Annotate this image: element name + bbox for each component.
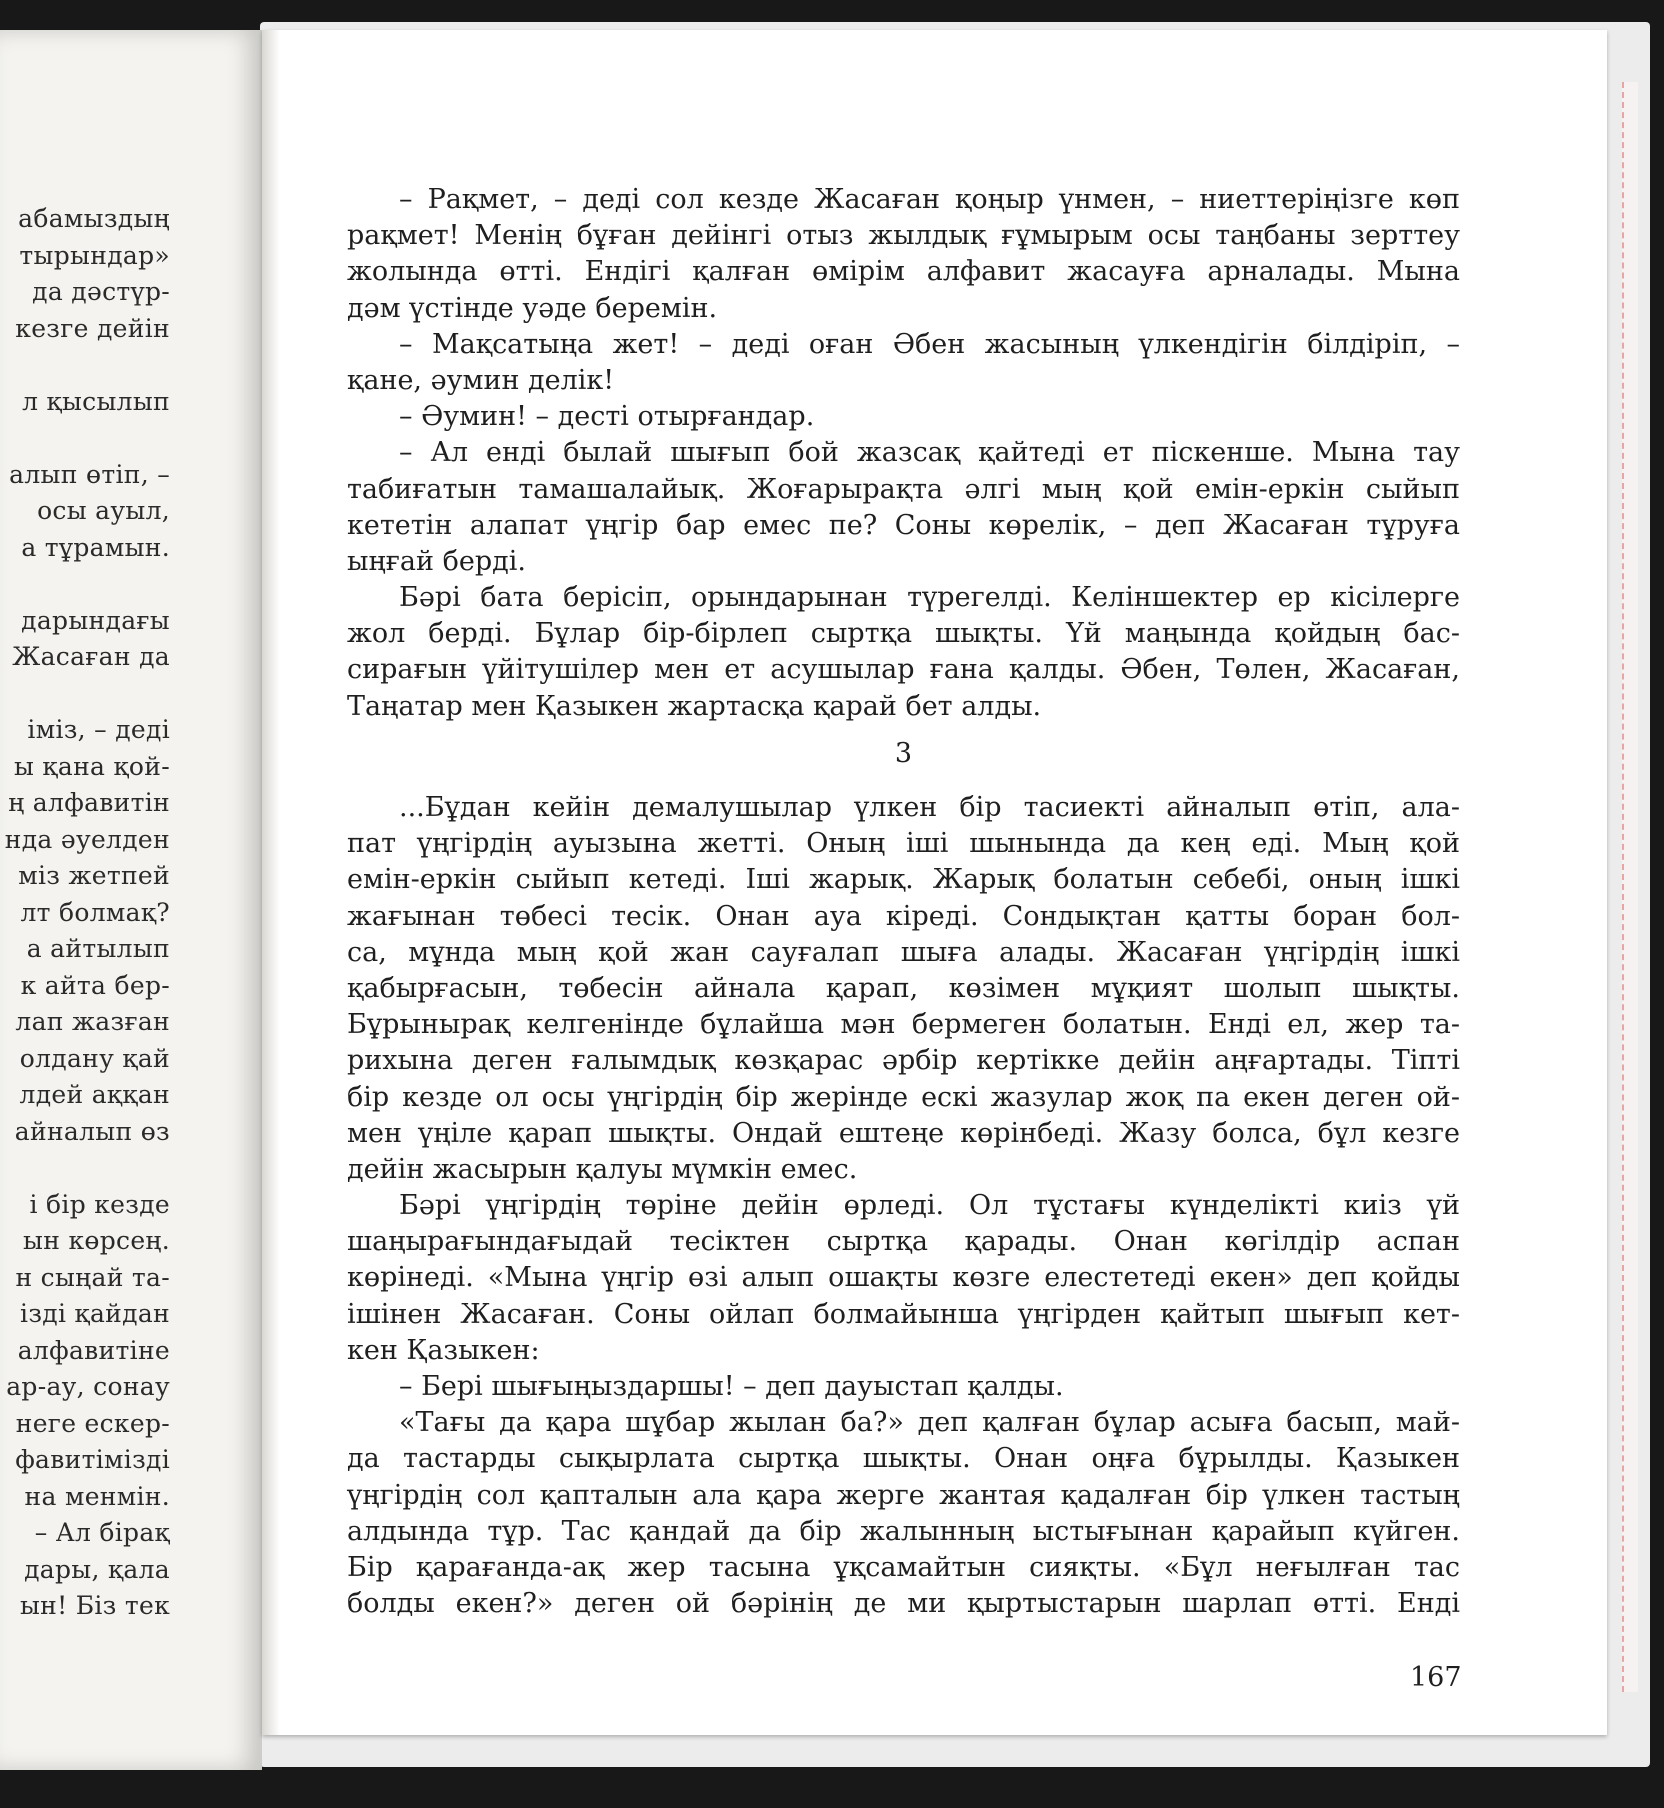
text-line: кететін алапат үңгір бар емес пе? Соны көрелік, – деп Жасаған тұруға <box>347 509 1460 541</box>
text-line: «Тағы да қара шұбар жылан ба?» деп қалған бұлар асыға басып, май- <box>399 1407 1460 1439</box>
previous-page-line: да дәстүр- <box>32 277 170 306</box>
previous-page-line: неге ескер- <box>15 1408 170 1438</box>
text-line: рихына деген ғалымдық көзқарас әрбір кертікке дейін аңғартады. Тіпті <box>347 1045 1460 1077</box>
previous-page-line: і бір кезде <box>29 1189 170 1219</box>
text-line: көрінеді. «Мына үңгір өзі алып ошақты көзге елестетеді екен» деп қойды <box>347 1262 1460 1294</box>
page-body <box>347 182 1460 1622</box>
text-line: жолында өтті. Ендігі қалған өмірім алфавит жасауға арналады. Мына <box>347 256 1460 288</box>
text-line: шаңырағындағыдай тесіктен сыртқа қарады. Онан көгілдір аспан <box>347 1226 1460 1258</box>
text-line: болды екен?» деген ой бәрінің де ми қыртыстарын шарлап өтті. Енді <box>347 1588 1460 1620</box>
previous-page-line <box>5 420 170 457</box>
text-line: ...Бұдан кейін демалушылар үлкен бір тасиекті айналып өтіп, ала- <box>399 792 1460 823</box>
text-line: алдында тұр. Тас қандай да бір жалынның ыстығынан қарайып күйген. <box>347 1515 1460 1547</box>
previous-page-line: нда әуелден <box>4 824 170 854</box>
text-line: бір кезде ол осы үңгірдің бір жерінде ескі жазулар жоқ па екен деген ой- <box>347 1081 1460 1113</box>
previous-page-line: н сыңай та- <box>15 1262 170 1292</box>
previous-page-line: олдану қай <box>19 1043 170 1073</box>
previous-page-line: алып өтіп, – <box>9 459 170 489</box>
previous-page-line: іміз, – деді <box>27 715 170 744</box>
previous-page-line: ар-ау, сонау <box>6 1372 170 1401</box>
previous-page-line: ң алфавитін <box>8 788 170 817</box>
previous-page-line: дары, қала <box>24 1554 170 1584</box>
previous-page-line: лап жазған <box>15 1007 170 1036</box>
text-line: емін-еркін сыйып кетеді. Іші жарық. Жарық болатын себебі, оның ішкі <box>347 864 1460 896</box>
previous-page-line: лдей аққан <box>19 1080 170 1109</box>
previous-page-text <box>5 201 170 1625</box>
chapter-number: 3 <box>894 737 913 769</box>
text-line: са, мұнда мың қой жан сауғалап шыға алады. Жасаған үңгірдің ішкі <box>347 936 1460 968</box>
previous-page-line <box>5 347 170 384</box>
previous-page-line: ізді қайдан <box>20 1299 170 1328</box>
page-number: 167 <box>1410 1662 1462 1693</box>
previous-page-line: Жасаған да <box>12 642 170 671</box>
page-edge <box>1622 82 1638 1692</box>
text-line: сирағын үйітушілер мен ет асушылар ғана қалды. Әбен, Төлен, Жасаған, <box>347 654 1460 686</box>
text-line: ішінен Жасаған. Соны ойлап болмайынша үңгірден қайтып шығып кет- <box>347 1298 1460 1330</box>
text-line: қане, әумин делік! <box>347 364 615 396</box>
previous-page-line <box>5 1150 170 1187</box>
previous-page-line <box>5 676 170 713</box>
previous-page <box>0 30 262 1770</box>
text-line: жағынан төбесі тесік. Онан ауа кіреді. Сондықтан қатты боран бол- <box>347 900 1460 932</box>
text-line: рақмет! Менің бұған дейінгі отыз жылдық ғұмырым осы таңбаны зерттеу <box>347 220 1460 252</box>
previous-page-line: а тұрамын. <box>21 532 170 562</box>
previous-page-line: л қысылып <box>22 386 170 416</box>
previous-page-line: кезге дейін <box>15 313 170 343</box>
previous-page-line: к айта бер- <box>20 970 170 1000</box>
text-section-after-chapter <box>347 790 1460 1622</box>
text-line: қабырғасын, төбесін айнала қарап, көзімен мұқият шолып шықты. <box>347 972 1460 1004</box>
previous-page-line: – Ал бірақ <box>34 1518 170 1547</box>
text-line: Таңатар мен Қазыкен жартасқа қарай бет алды. <box>347 690 1042 722</box>
text-line: Бұрынырақ келгенінде бұлайша мән бермеген болатын. Енді ел, жер та- <box>347 1009 1460 1041</box>
text-line: Бәрі бата берісіп, орындарынан түрегелді. Келіншектер ер кісілерге <box>399 582 1460 614</box>
text-line: дәм үстінде уәде беремін. <box>347 292 718 324</box>
text-line: Бір қарағанда-ақ жер тасына ұқсамайтын сияқты. «Бұл неғылған тас <box>347 1551 1460 1583</box>
text-section-before-chapter <box>347 182 1460 725</box>
previous-page-line: абамыздың <box>18 204 170 233</box>
previous-page-line: дарындағы <box>21 605 170 635</box>
text-line: жол берді. Бұлар бір-бірлеп сыртқа шықты. Үй маңында қойдың бас- <box>347 618 1460 650</box>
previous-page-line: тырындар» <box>19 240 170 270</box>
previous-page-line <box>5 566 170 603</box>
text-line: да тастарды сықырлата сыртқа шықты. Онан оңға бұрылды. Қазыкен <box>347 1443 1460 1475</box>
previous-page-line: фавитімізді <box>15 1445 170 1474</box>
text-line: – Рақмет, – деді сол кезде Жасаған қоңыр үнмен, – ниеттеріңізге көп <box>399 184 1460 215</box>
previous-page-line: міз жетпей <box>18 861 170 890</box>
text-line: мен үңіле қарап шықты. Ондай ештеңе көрінбеді. Жазу болса, бұл кезге <box>347 1117 1460 1149</box>
previous-page-line: на менмін. <box>24 1481 170 1511</box>
text-line: – Мақсатыңа жет! – деді оған Әбен жасының үлкендігін білдіріп, – <box>399 328 1460 360</box>
previous-page-line: лт болмақ? <box>20 897 170 927</box>
text-line: – Бері шығыңыздаршы! – деп дауыстап қалды. <box>399 1371 1064 1402</box>
previous-page-line: ы қана қой- <box>13 751 170 781</box>
text-line: Бәрі үңгірдің төріне дейін өрледі. Ол тұстағы күнделікті киіз үй <box>399 1190 1460 1222</box>
previous-page-line: айналып өз <box>14 1116 170 1146</box>
text-line: дейін жасырын қалуы мүмкін емес. <box>347 1153 858 1185</box>
text-line: ыңғай берді. <box>347 545 526 577</box>
previous-page-line: ын! Біз тек <box>19 1591 170 1620</box>
text-line: – Әумин! – десті отырғандар. <box>399 401 815 433</box>
previous-page-line: осы ауыл, <box>37 496 170 525</box>
text-line: – Ал енді былай шығып бой жазсақ қайтеді ет піскенше. Мына тау <box>399 437 1460 469</box>
text-line: пат үңгірдің ауызына жетті. Оның іші шынында да кең еді. Мың қой <box>347 828 1460 860</box>
previous-page-line: ын көрсең. <box>23 1226 170 1255</box>
previous-page-line: а айтылып <box>26 934 170 963</box>
text-line: үңгірдің сол қапталын ала қара жерге жантая қадалған бір үлкен тастың <box>347 1479 1460 1511</box>
page-gutter-shadow <box>262 30 280 1735</box>
text-line: табиғатын тамашалайық. Жоғарырақта әлгі мың қой емін-еркін сыйып <box>347 473 1460 505</box>
previous-page-line: алфавитіне <box>17 1335 170 1365</box>
current-page <box>262 30 1607 1735</box>
text-line: кен Қазыкен: <box>347 1334 540 1366</box>
